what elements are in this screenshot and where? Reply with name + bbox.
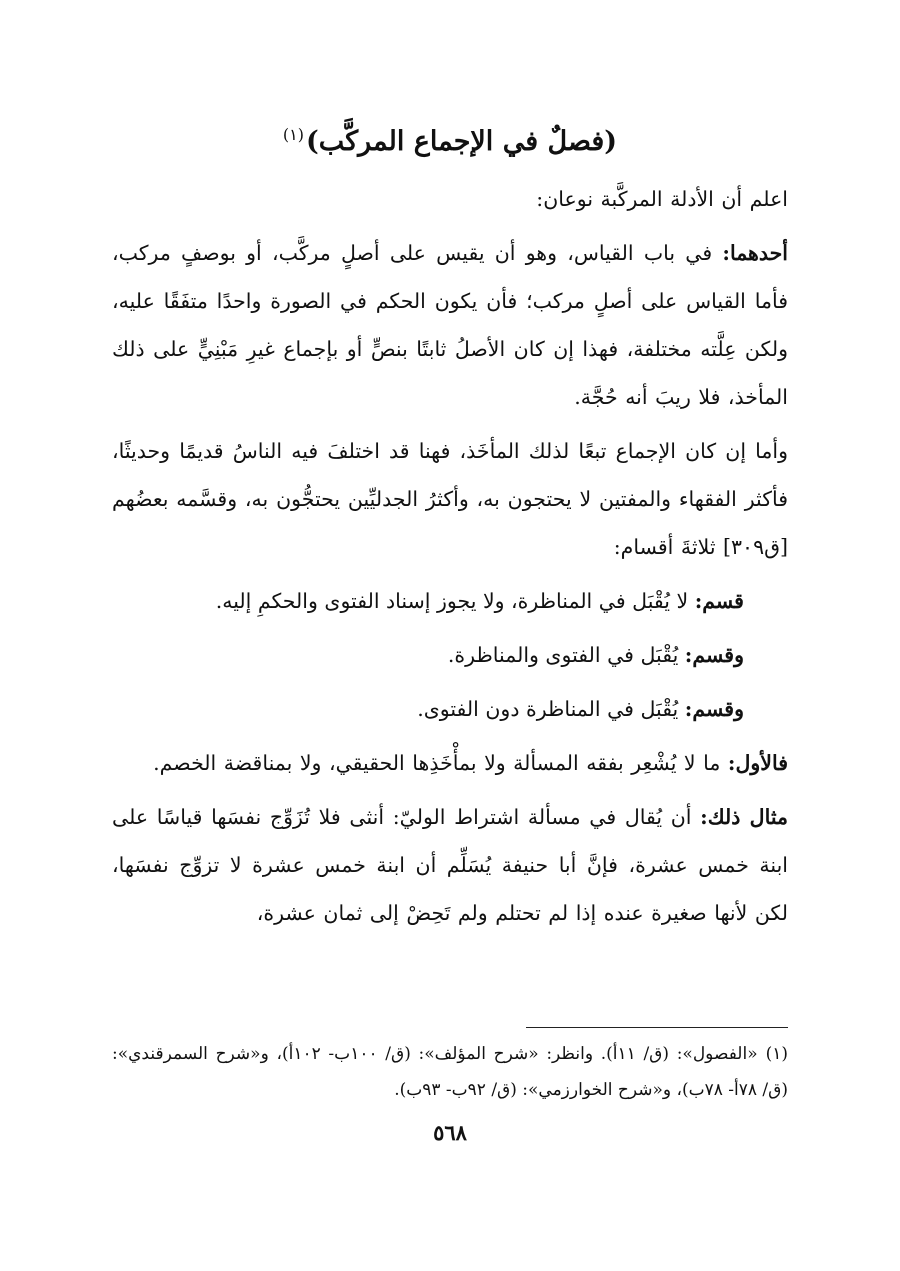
footnote-text: «الفصول»: (ق/ ١١أ). وانظر: «شرح المؤلف»: (ق/ ١٠٠ب- ١٠٢أ)، و«شرح السمرقندي»: (ق/ ٧٨أ- ٧٨ب)، و«شرح الخوارزمي»: (ق/ ٩٢ب- ٩٣ب). xyxy=(112,1044,788,1100)
paragraph-first-division xyxy=(112,739,788,787)
paragraph-first-division-lead: فالأول: xyxy=(727,751,788,775)
paragraph-first-type-text: في باب القياس، وهو أن يقيس على أصلٍ مركَّب، أو بوصفٍ مركب، فأما القياس على أصلٍ مركب؛ فأن يكون الحكم في الصورة واحدًا متفَقًا عليه، ولكن عِلَّته مختلفة، فهذا إن كان الأصلُ ثابتًا بنصٍّ أو بإجماع غيرِ مَبْنِيٍّ على ذلك المأخذ، فلا ريبَ أنه حُجَّة. xyxy=(112,241,788,409)
paragraph-first-type-lead: أحدهما: xyxy=(722,241,788,265)
division-item-2 xyxy=(112,631,788,679)
paragraph-consensus xyxy=(112,427,788,571)
division-item-1 xyxy=(112,577,788,625)
division-item-2-lead: وقسم: xyxy=(684,643,744,667)
page-body xyxy=(112,108,788,943)
title-footnote-ref[interactable]: (١) xyxy=(282,125,304,144)
paragraph-example xyxy=(112,793,788,937)
division-item-3 xyxy=(112,685,788,733)
section-title xyxy=(112,108,788,169)
footnote-divider xyxy=(526,1027,788,1028)
division-item-3-lead: وقسم: xyxy=(684,697,744,721)
division-item-1-text: لا يُقْبَل في المناظرة، ولا يجوز إسناد الفتوى والحكمِ إليه. xyxy=(215,589,695,613)
paragraph-example-text: أن يُقال في مسألة اشتراط الوليّ: أنثى فلا تُزَوِّج نفسَها قياسًا على ابنة خمس عشرة، فإنَّ أبا حنيفة يُسَلِّم أن ابنة خمس عشرة لا تزوِّج نفسَها، لكن لأنها صغيرة عنده إذا لم تحتلم ولم تَحِضْ إلى ثمان عشرة، xyxy=(112,805,788,925)
section-title-text: (فصلٌ في الإجماع المركَّب) xyxy=(306,126,618,157)
paragraph-intro xyxy=(112,175,788,223)
paragraph-first-type xyxy=(112,229,788,421)
paragraph-example-lead: مثال ذلك: xyxy=(700,805,788,829)
division-item-2-text: يُقْبَل في الفتوى والمناظرة. xyxy=(447,643,685,667)
paragraph-consensus-text: وأما إن كان الإجماع تبعًا لذلك المأخَذ، فهنا قد اختلفَ فيه الناسُ قديمًا وحديثًا، فأكثر الفقهاء والمفتين لا يحتجون به، وأكثرُ الجدليِّين يحتجُّون به، وقسَّمه بعضُهم [ق٣٠٩] ثلاثةَ أقسام: xyxy=(112,439,788,559)
footnote-marker: (١) xyxy=(765,1044,789,1064)
division-item-1-lead: قسم: xyxy=(694,589,744,613)
paragraph-intro-text: اعلم أن الأدلة المركَّبة نوعان: xyxy=(536,187,788,211)
footnote-area xyxy=(112,1036,788,1108)
paragraph-first-division-text: ما لا يُشْعِر بفقه المسألة ولا بمأْخَذِها الحقيقي، ولا بمناقضة الخصم. xyxy=(153,751,728,775)
page-number: ٥٦٨ xyxy=(433,1120,467,1145)
division-item-3-text: يُقْبَل في المناظرة دون الفتوى. xyxy=(417,697,685,721)
